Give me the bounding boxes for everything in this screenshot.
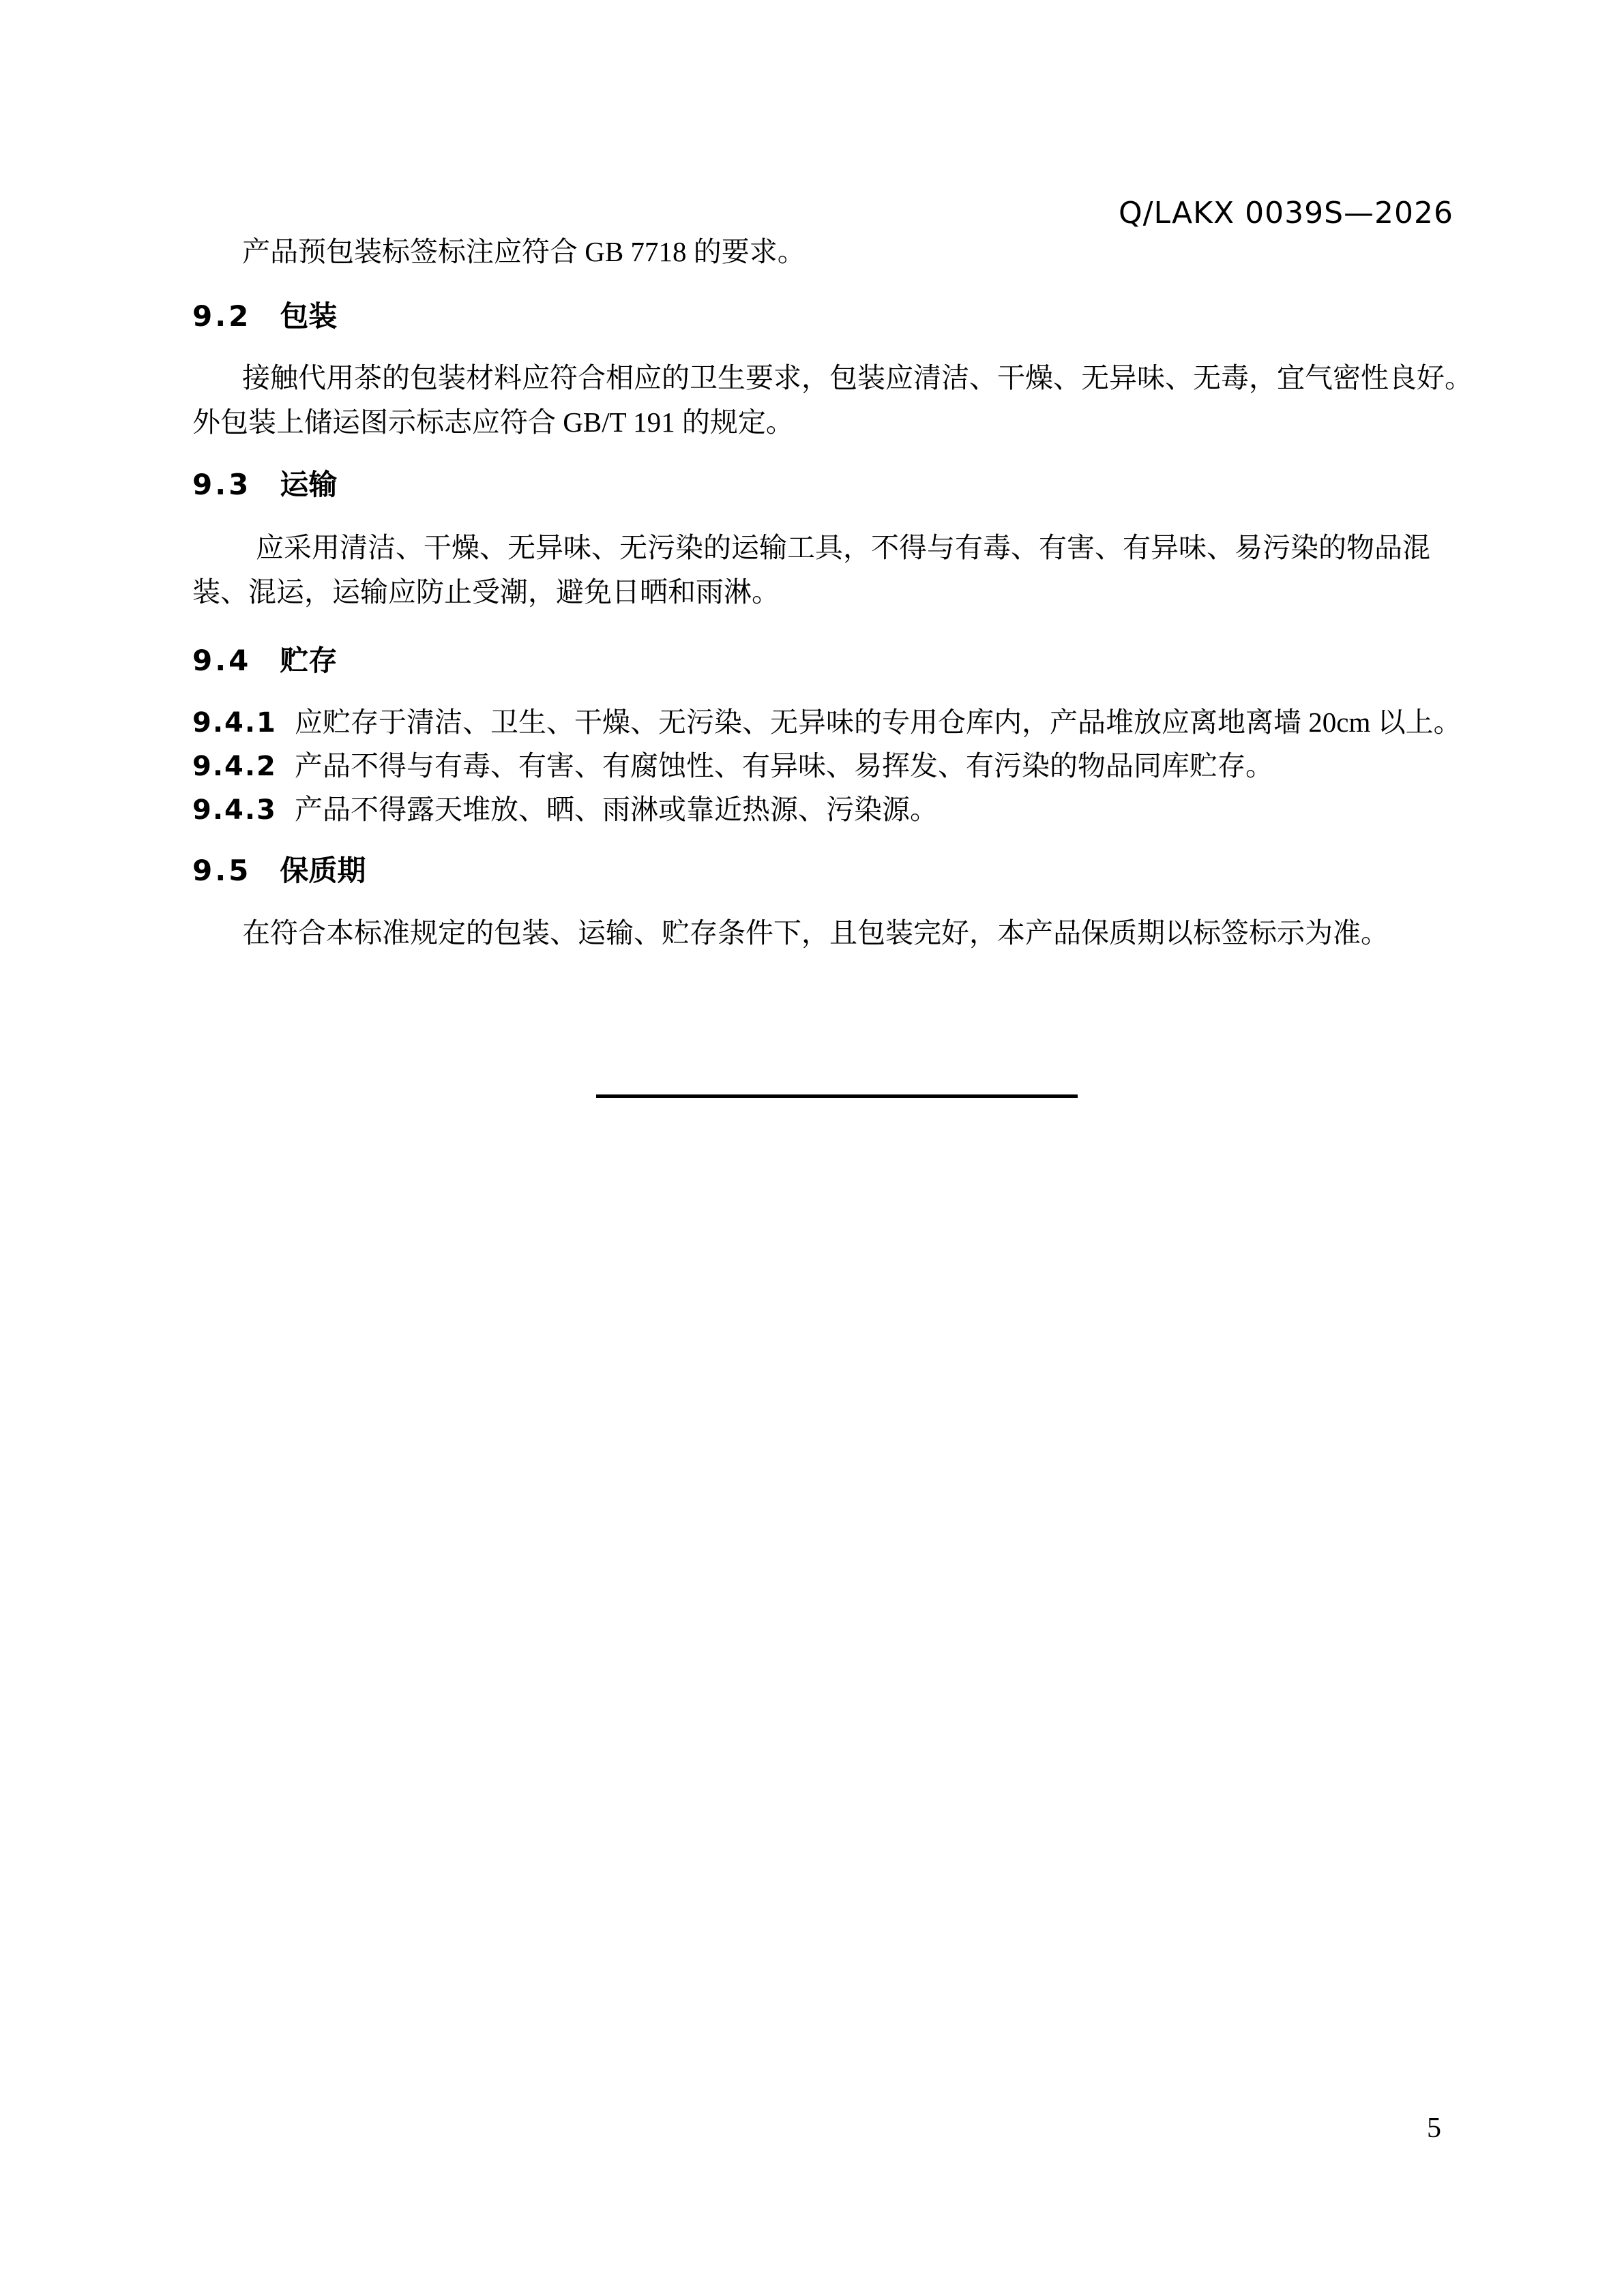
- clause-text: 应贮存于清洁、卫生、干燥、无污染、无异味的专用仓库内，产品堆放应离地离墙 20cm 以上。: [295, 706, 1462, 738]
- section-number: 9.3: [192, 468, 252, 501]
- section-heading-9-5: [192, 856, 366, 885]
- section-heading-9-3: [192, 468, 338, 501]
- clause-item: [192, 796, 938, 824]
- paragraph-line: 外包装上储运图示标志应符合 GB/T 191 的规定。: [192, 406, 794, 438]
- clause-number: 9.4.2: [192, 751, 277, 782]
- section-title: 运输: [280, 468, 338, 501]
- section-title: 保质期: [280, 854, 366, 887]
- section-number: 9.5: [192, 854, 252, 887]
- section-number: 9.2: [192, 299, 252, 333]
- paragraph-line: 在符合本标准规定的包装、运输、贮存条件下，且包装完好，本产品保质期以标签标示为准。: [242, 917, 1389, 949]
- intro-paragraph-line: 产品预包装标签标注应符合 GB 7718 的要求。: [242, 236, 806, 267]
- section-heading-9-2: [192, 299, 338, 333]
- page-number: 5: [1427, 2113, 1441, 2144]
- clause-item: [192, 752, 1273, 780]
- section-title: 贮存: [280, 644, 338, 677]
- paragraph-line: 装、混运，运输应防止受潮，避免日晒和雨淋。: [192, 576, 780, 608]
- end-of-document-divider: [596, 1094, 1078, 1098]
- standard-code-header: Q/LAKX 0039S—2026: [1119, 196, 1453, 230]
- paragraph-line: 接触代用茶的包装材料应符合相应的卫生要求，包装应清洁、干燥、无异味、无毒，宜气密性良好。: [242, 362, 1473, 393]
- clause-item: [192, 706, 1462, 739]
- section-title: 包装: [280, 299, 338, 333]
- clause-text: 产品不得露天堆放、晒、雨淋或靠近热源、污染源。: [295, 794, 938, 825]
- clause-text: 产品不得与有毒、有害、有腐蚀性、有异味、易挥发、有污染的物品同库贮存。: [295, 750, 1273, 781]
- clause-number: 9.4.3: [192, 794, 277, 826]
- clause-number: 9.4.1: [192, 707, 277, 739]
- section-heading-9-4: [192, 646, 337, 675]
- section-number: 9.4: [192, 644, 252, 677]
- paragraph-line: 应采用清洁、干燥、无异味、无污染的运输工具，不得与有毒、有害、有异味、易污染的物品混: [256, 532, 1430, 563]
